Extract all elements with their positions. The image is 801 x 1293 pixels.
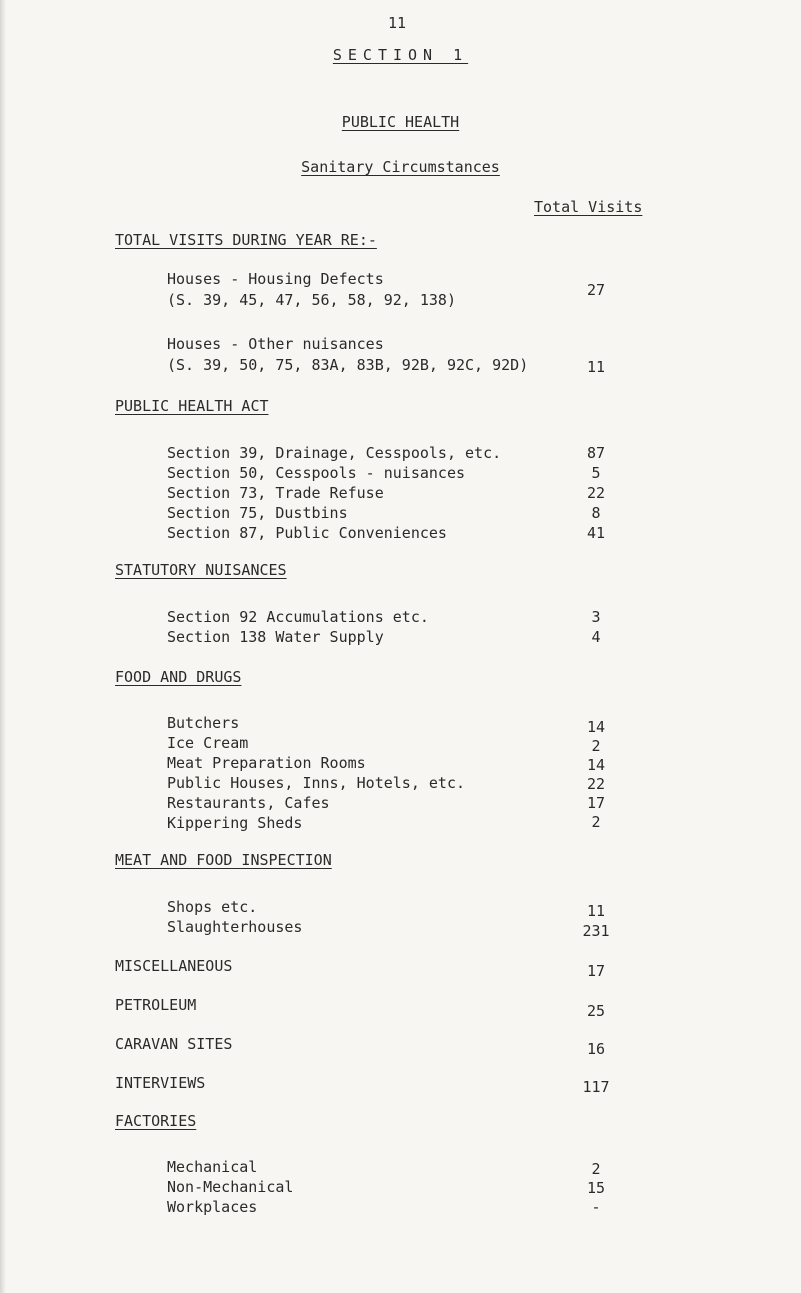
fd-row-label: Restaurants, Cafes (167, 794, 330, 812)
sn-row-label: Section 92 Accumulations etc. (167, 608, 429, 626)
houses-other-value: 11 (586, 358, 606, 376)
pha-row-value: 5 (591, 464, 601, 482)
fd-row-value: 14 (586, 756, 606, 774)
pha-row-label: Section 50, Cesspools - nuisances (167, 464, 466, 482)
mf-row-label: Slaughterhouses (167, 918, 303, 936)
factories-row-value: - (591, 1198, 601, 1216)
fd-row-label: Kippering Sheds (167, 814, 303, 832)
section-title: SECTION 1 (332, 46, 469, 64)
factories-row-label: Mechanical (167, 1158, 258, 1176)
houses-defects-line2: (S. 39, 45, 47, 56, 58, 92, 138) (167, 291, 456, 309)
houses-other-line1: Houses - Other nuisances (167, 335, 384, 353)
pha-row-value: 41 (586, 524, 606, 542)
fd-row-value: 2 (591, 737, 601, 755)
factories-row-label: Non-Mechanical (167, 1178, 294, 1196)
mf-row-value: 11 (586, 902, 606, 920)
pha-row-label: Section 75, Dustbins (167, 504, 348, 522)
food-and-drugs-heading: FOOD AND DRUGS (115, 668, 242, 686)
mf-row-value: 231 (582, 922, 610, 940)
pha-row-value: 8 (591, 504, 601, 522)
caravan-sites-label: CARAVAN SITES (115, 1035, 233, 1053)
caravan-sites-value: 16 (586, 1040, 606, 1058)
houses-other-line2: (S. 39, 50, 75, 83A, 83B, 92B, 92C, 92D) (167, 356, 529, 374)
fd-row-value: 14 (586, 718, 606, 736)
pha-row-value: 87 (586, 444, 606, 462)
interviews-label: INTERVIEWS (115, 1074, 206, 1092)
pha-row-label: Section 39, Drainage, Cesspools, etc. (167, 444, 502, 462)
petroleum-label: PETROLEUM (115, 996, 197, 1014)
fd-row-value: 17 (586, 794, 606, 812)
column-header: Total Visits (534, 198, 643, 216)
mf-row-label: Shops etc. (167, 898, 258, 916)
fd-row-label: Ice Cream (167, 734, 249, 752)
petroleum-value: 25 (586, 1002, 606, 1020)
houses-defects-line1: Houses - Housing Defects (167, 270, 384, 288)
page-number: 11 (388, 14, 407, 32)
houses-defects-value: 27 (586, 281, 606, 299)
sn-row-label: Section 138 Water Supply (167, 628, 384, 646)
meat-and-food-heading: MEAT AND FOOD INSPECTION (115, 851, 332, 869)
page-edge-shadow (0, 0, 6, 1293)
fd-row-value: 22 (586, 775, 606, 793)
miscellaneous-value: 17 (586, 962, 606, 980)
miscellaneous-label: MISCELLANEOUS (115, 957, 233, 975)
public-health-act-heading: PUBLIC HEALTH ACT (115, 397, 269, 415)
subtitle: PUBLIC HEALTH (341, 113, 460, 131)
total-visits-heading: TOTAL VISITS DURING YEAR RE:- (115, 231, 377, 249)
factories-row-value: 2 (591, 1160, 601, 1178)
statutory-nuisances-heading: STATUTORY NUISANCES (115, 561, 287, 579)
factories-row-label: Workplaces (167, 1198, 258, 1216)
pha-row-label: Section 73, Trade Refuse (167, 484, 384, 502)
fd-row-value: 2 (591, 813, 601, 831)
fd-row-label: Meat Preparation Rooms (167, 754, 366, 772)
pha-row-value: 22 (586, 484, 606, 502)
pha-row-label: Section 87, Public Conveniences (167, 524, 447, 542)
interviews-value: 117 (582, 1078, 610, 1096)
fd-row-label: Public Houses, Inns, Hotels, etc. (167, 774, 466, 792)
sn-row-value: 4 (591, 628, 601, 646)
heading: Sanitary Circumstances (301, 158, 500, 176)
factories-row-value: 15 (586, 1179, 606, 1197)
factories-heading: FACTORIES (115, 1112, 197, 1130)
fd-row-label: Butchers (167, 714, 240, 732)
sn-row-value: 3 (591, 608, 601, 626)
